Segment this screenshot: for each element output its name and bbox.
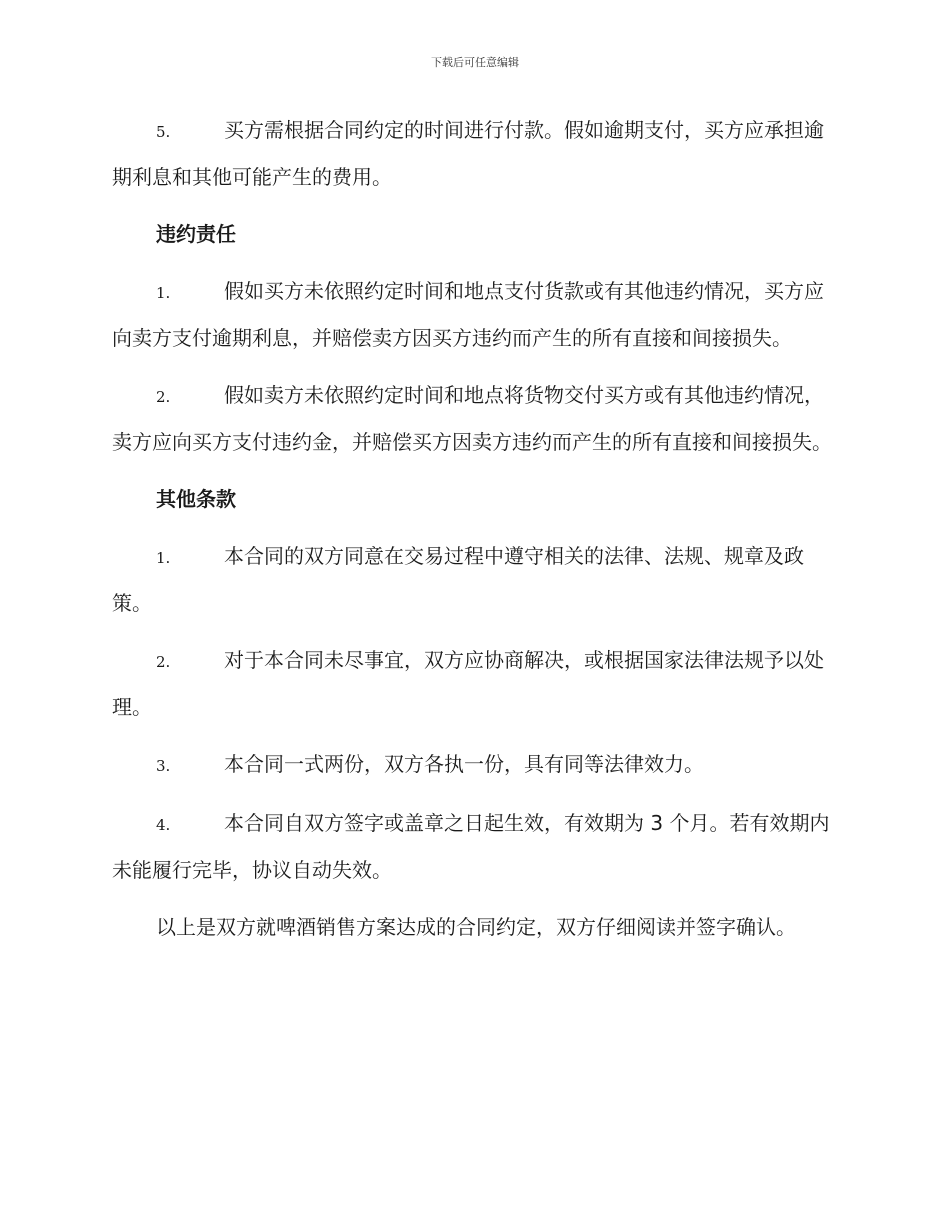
document-body: [112, 108, 837, 962]
clause-other-2: [112, 638, 837, 730]
clause-other-1: [112, 534, 837, 626]
closing-paragraph: 以上是双方就啤酒销售方案达成的合同约定，双方仔细阅读并签字确认。: [156, 915, 796, 939]
clause-text: 本合同一式两份，双方各执一份，具有同等法律效力。: [224, 752, 704, 776]
page-header-note: 下载后可任意编辑: [431, 56, 519, 69]
clause-text: 假如卖方未依照约定时间和地点将货物交付买方或有其他违约情况，卖方应向买方支付违约金，并赔偿买方因卖方违约而产生的所有直接和间接损失。: [112, 383, 832, 454]
clause-text: 买方需根据合同约定的时间进行付款。假如逾期支付，买方应承担逾期利息和其他可能产生的费用。: [112, 118, 824, 189]
clause-number: 4.: [156, 816, 171, 834]
clause-number: 5.: [156, 123, 171, 141]
clause-number: 1.: [156, 284, 171, 302]
section-heading-breach: 违约责任: [156, 222, 236, 246]
clause-payment-5: [112, 108, 837, 200]
clause-number: 2.: [156, 653, 171, 671]
clause-number: 2.: [156, 388, 171, 406]
clause-number: 1.: [156, 549, 171, 567]
clause-breach-2: [112, 373, 837, 465]
clause-other-4: [112, 801, 837, 893]
clause-text: 对于本合同未尽事宜，双方应协商解决，或根据国家法律法规予以处理。: [112, 648, 824, 719]
clause-breach-1: [112, 269, 837, 361]
section-heading-other: 其他条款: [156, 487, 236, 511]
clause-other-3: [112, 742, 837, 789]
clause-text: 本合同自双方签字或盖章之日起生效，有效期为 3 个月。若有效期内未能履行完毕，协议自动失效。: [112, 811, 830, 882]
clause-number: 3.: [156, 757, 171, 775]
clause-text: 本合同的双方同意在交易过程中遵守相关的法律、法规、规章及政策。: [112, 544, 804, 615]
clause-text: 假如买方未依照约定时间和地点支付货款或有其他违约情况，买方应向卖方支付逾期利息，并赔偿卖方因买方违约而产生的所有直接和间接损失。: [112, 279, 824, 350]
